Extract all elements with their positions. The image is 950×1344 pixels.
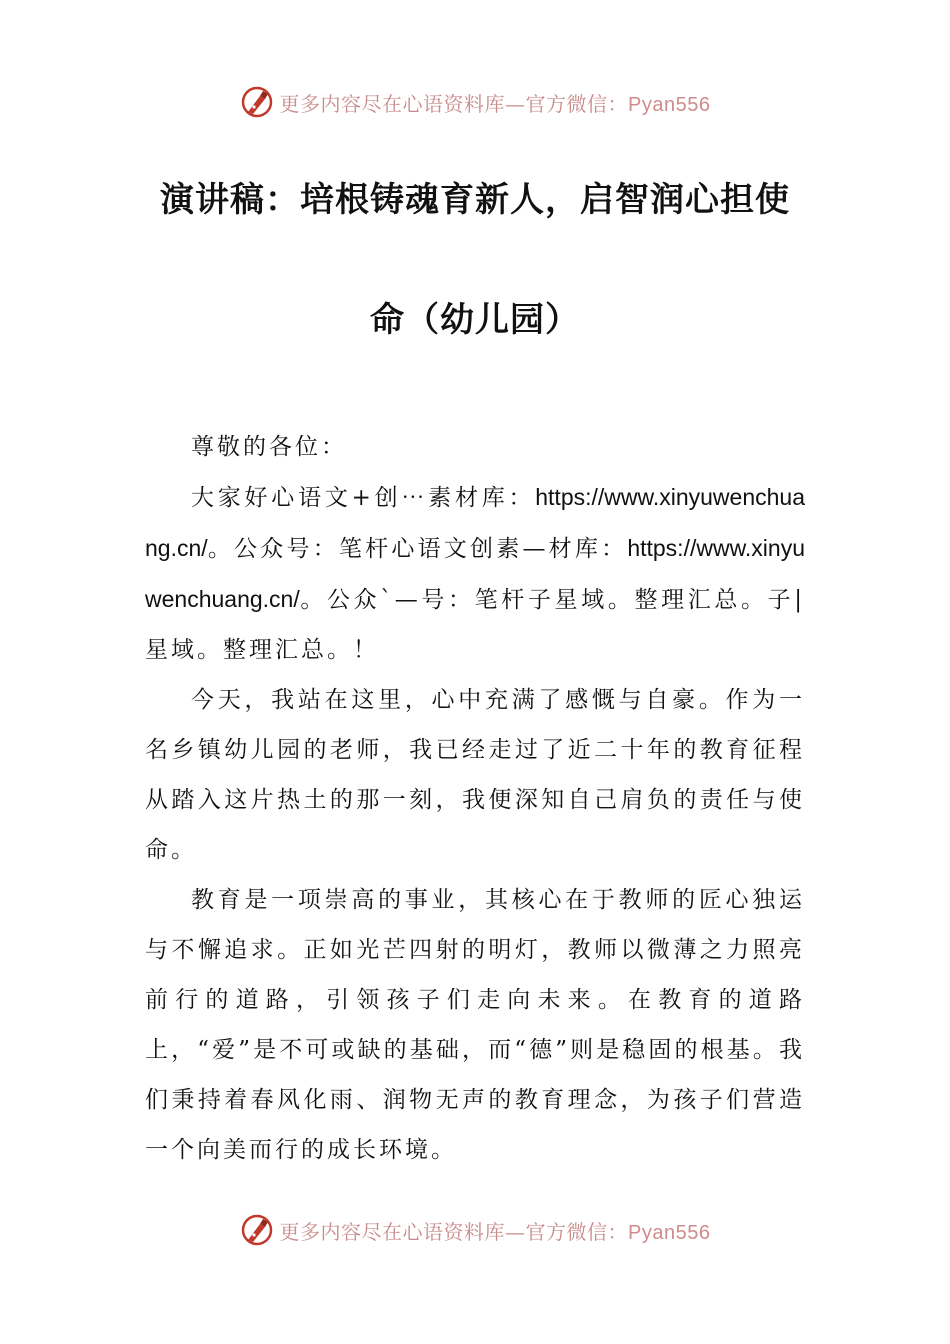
header-wechat-id: Pyan556 [628, 93, 711, 116]
header-banner-text [280, 88, 711, 117]
footer-banner [0, 1208, 950, 1252]
paragraph-2: 今天，我站在这里，心中充满了感慨与自豪。作为一名乡镇幼儿园的老师，我已经走过了近二十年的教育征程从踏入这片热土的那一刻，我便深知自己肩负的责任与使命。 [145, 687, 805, 863]
header-banner-label: 更多内容尽在心语资料库—官方微信： [279, 91, 629, 116]
footer-wechat-id: Pyan556 [628, 1221, 711, 1244]
website-link-1[interactable]: https://www.xinyuwenchuang.cn/ [145, 484, 805, 561]
pen-nib-logo-icon [240, 1213, 274, 1247]
salutation: 尊敬的各位： [191, 434, 347, 460]
paragraph-1-part-c: 。公众`—号：笔杆子星域。整理汇总。子|星域。整理汇总。！ [145, 587, 805, 663]
paragraph-3: 教育是一项崇高的事业，其核心在于教师的匠心独运与不懈追求。正如光芒四射的明灯，教师以微薄之力照亮前行的道路，引领孩子们走向未来。在教育的道路上，“爱”是不可或缺的基础，而“德”则是稳固的根基。我们秉持着春风化雨、润物无声的教育理念，为孩子们营造一个向美而行的成长环境。 [145, 887, 805, 1163]
header-banner [0, 80, 950, 124]
paragraph-1-part-b: 。公众号：笔杆心语文创素—材库： [207, 536, 628, 562]
pen-nib-logo-icon [240, 85, 274, 119]
paragraph-1 [145, 472, 805, 675]
website-link-2[interactable]: https://www.xinyuwenchuang.cn/ [145, 535, 805, 612]
paragraph-1-part-a: 大家好心语文+创⋯素材库： [191, 485, 536, 511]
speech-body [145, 422, 805, 1175]
footer-banner-text [280, 1216, 711, 1245]
page-title-line-2: 命（幼儿园） [370, 300, 580, 340]
footer-banner-label: 更多内容尽在心语资料库—官方微信： [279, 1219, 629, 1244]
page-title-line-1: 演讲稿：培根铸魂育新人，启智润心担使 [160, 180, 790, 220]
